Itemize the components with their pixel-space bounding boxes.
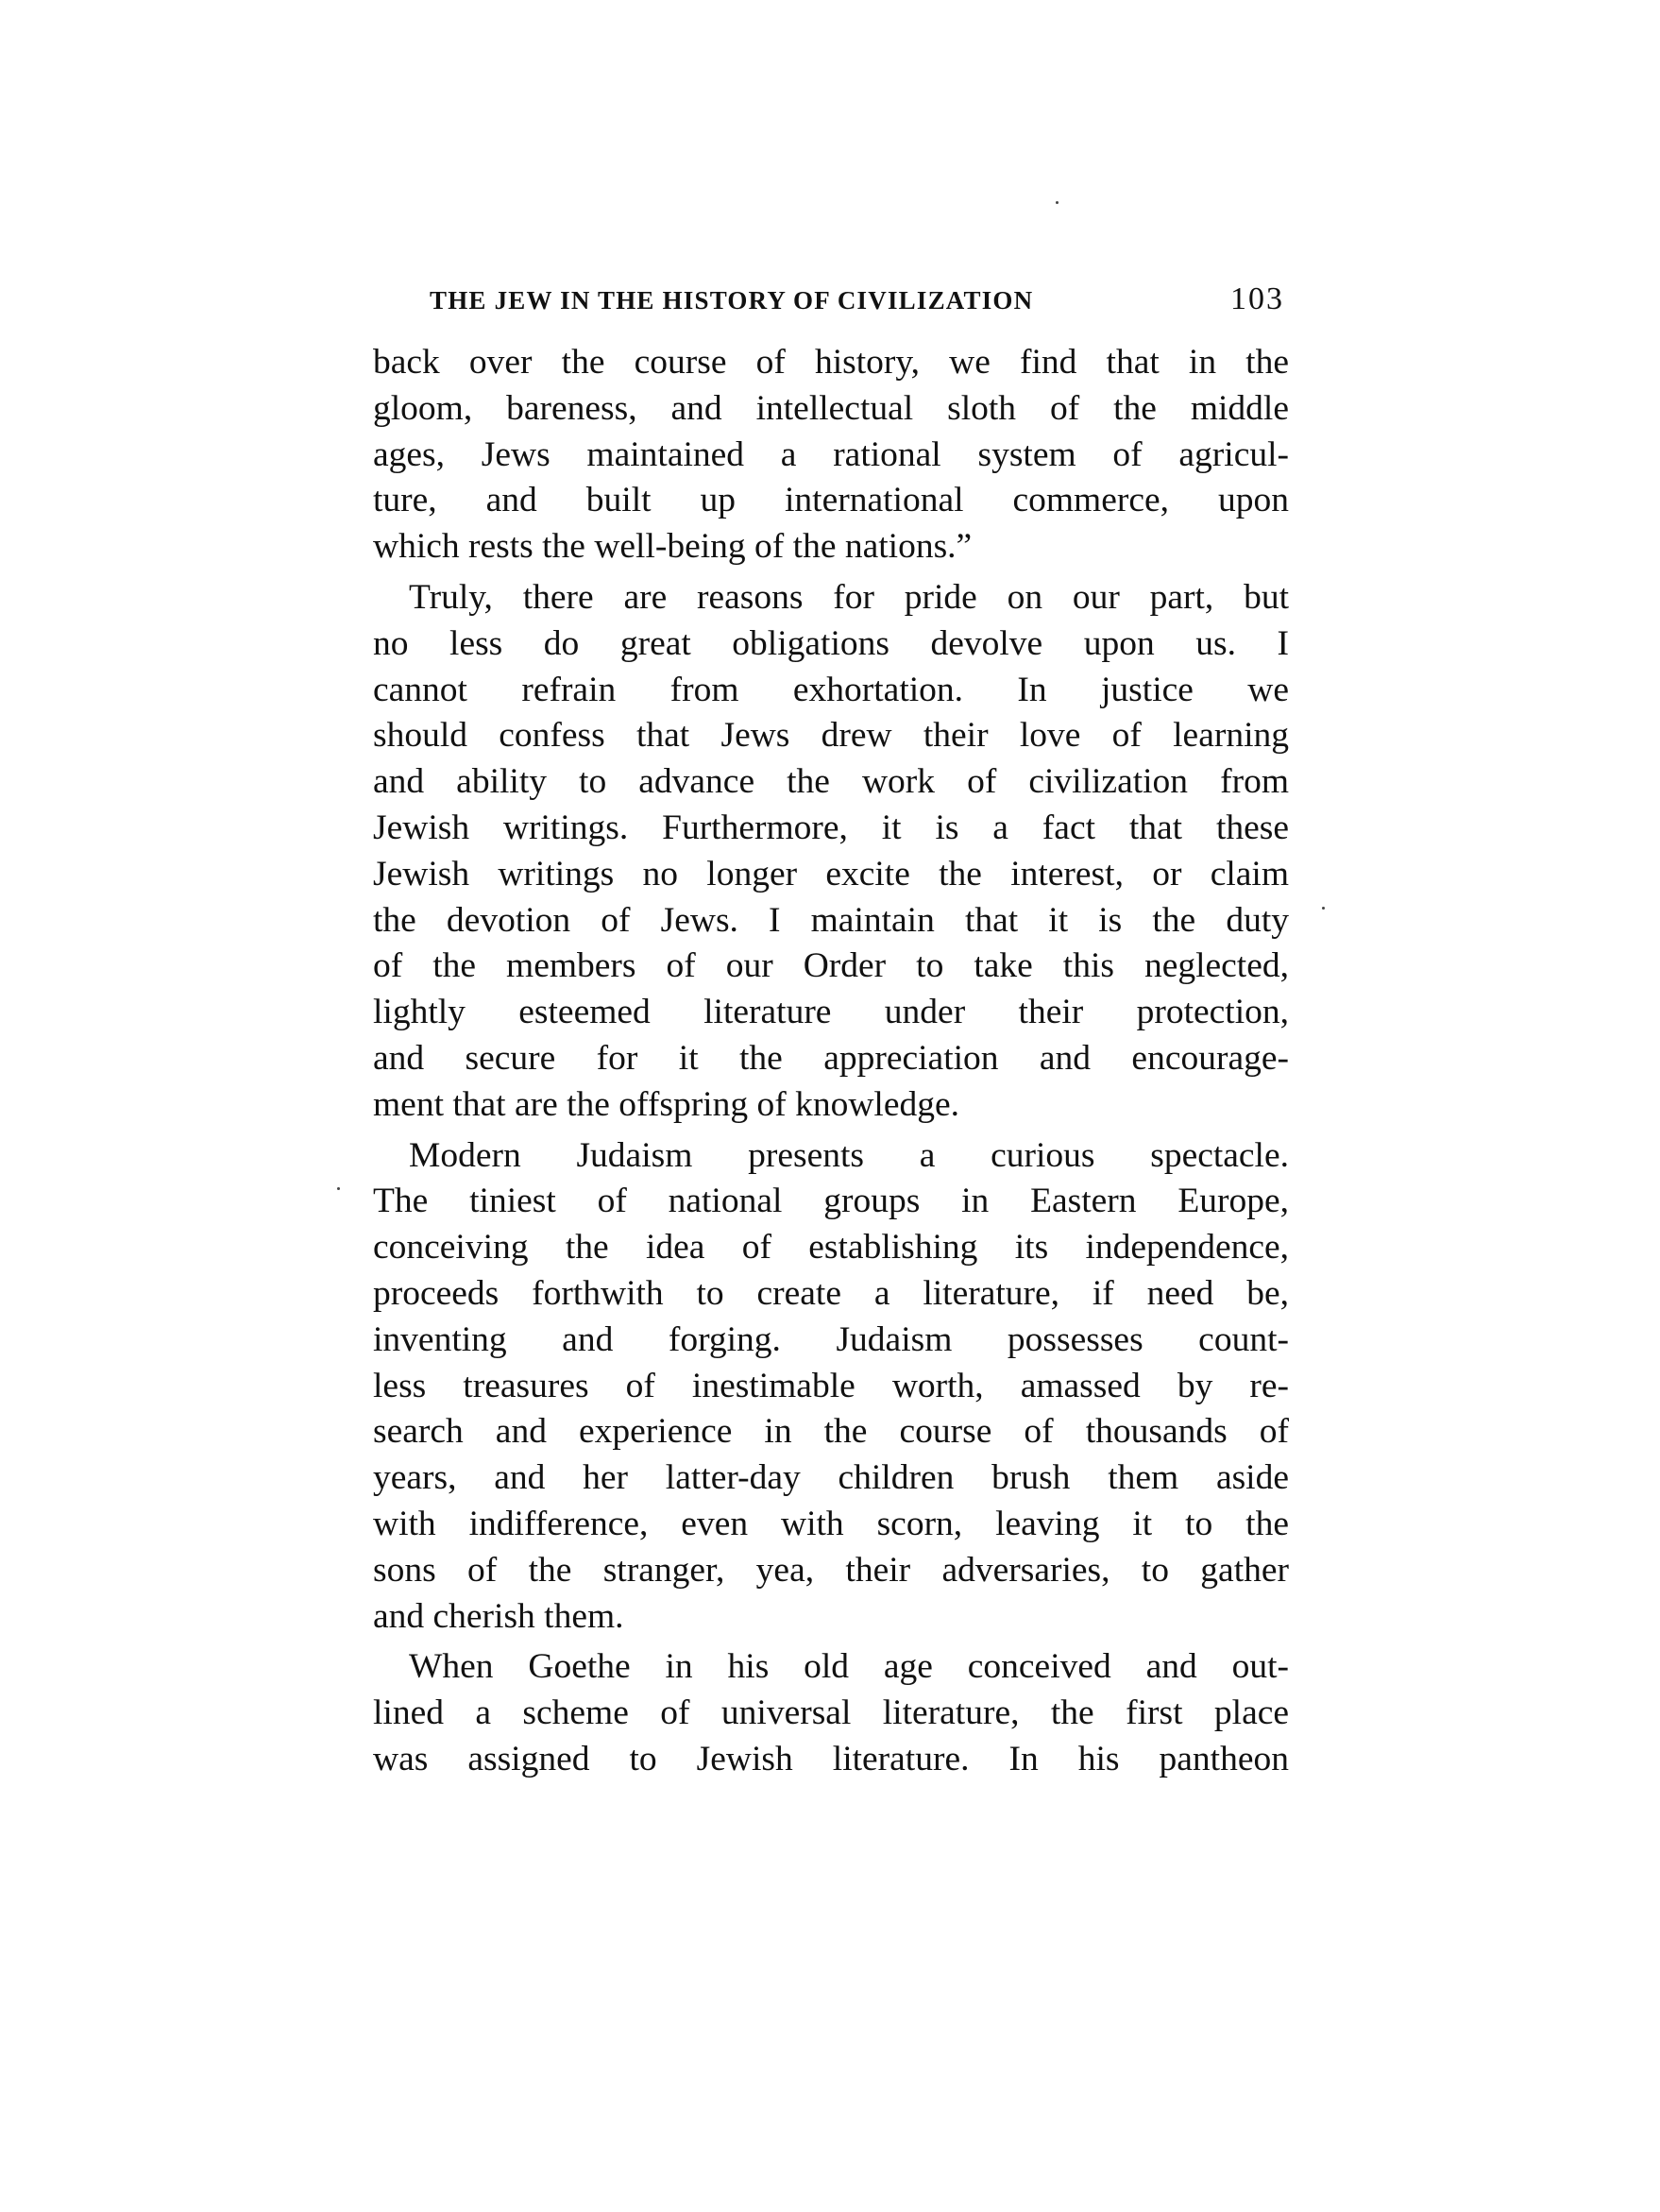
text-line: and ability to advance the work of civilization from <box>373 762 1289 802</box>
text-line: ages, Jews maintained a rational system of agricul- <box>373 434 1289 474</box>
text-line: ment that are the offspring of knowledge. <box>373 1084 960 1124</box>
text-line: years, and her latter-day children brush them aside <box>373 1458 1289 1498</box>
text-line: ture, and built up international commerce, upon <box>373 481 1289 520</box>
text-line: lightly esteemed literature under their protection, <box>373 993 1289 1032</box>
paragraph <box>373 340 1289 570</box>
text-line: less treasures of inestimable worth, amassed by re- <box>373 1366 1289 1405</box>
page-number: 103 <box>1230 281 1284 316</box>
text-line: with indifference, even with scorn, leaving it to the <box>373 1504 1289 1543</box>
text-line: no less do great obligations devolve upon us. I <box>373 623 1289 663</box>
text-line: should confess that Jews drew their love of learning <box>373 716 1289 756</box>
paragraph <box>373 1644 1289 1782</box>
text-line: back over the course of history, we find that in the <box>373 343 1289 382</box>
text-line: and cherish them. <box>373 1596 624 1636</box>
text-line: inventing and forging. Judaism possesses count- <box>373 1319 1289 1359</box>
text-line: proceeds forthwith to create a literature, if need be, <box>373 1273 1289 1313</box>
text-line: was assigned to Jewish literature. In his pantheon <box>373 1739 1289 1778</box>
scan-speck <box>337 1187 340 1190</box>
text-line: Modern Judaism presents a curious spectacle. <box>409 1135 1289 1175</box>
text-line: Jewish writings no longer excite the interest, or claim <box>373 854 1289 893</box>
text-line: search and experience in the course of thousands of <box>373 1412 1289 1452</box>
text-line: The tiniest of national groups in Eastern Europe, <box>373 1182 1289 1221</box>
running-title: THE JEW IN THE HISTORY OF CIVILIZATION <box>430 286 1034 315</box>
scan-speck <box>1322 907 1325 910</box>
text-line: Truly, there are reasons for pride on our part, but <box>409 577 1289 617</box>
scan-speck <box>1056 201 1059 204</box>
text-line: cannot refrain from exhortation. In justice we <box>373 670 1289 709</box>
running-head <box>430 281 1284 329</box>
text-line: which rests the well-being of the nations.” <box>373 527 973 567</box>
paragraph <box>373 1133 1289 1641</box>
text-line: the devotion of Jews. I maintain that it is the duty <box>373 900 1289 940</box>
text-line: of the members of our Order to take this neglected, <box>373 946 1289 986</box>
text-line: sons of the stranger, yea, their adversaries, to gather <box>373 1550 1289 1590</box>
text-line: gloom, bareness, and intellectual sloth of the middle <box>373 388 1289 428</box>
text-line: When Goethe in his old age conceived and out- <box>409 1647 1289 1687</box>
body-text <box>373 340 1289 1783</box>
text-line: and secure for it the appreciation and encourage- <box>373 1038 1289 1078</box>
text-line: lined a scheme of universal literature, the first place <box>373 1693 1289 1733</box>
text-line: Jewish writings. Furthermore, it is a fact that these <box>373 808 1289 847</box>
paragraph <box>373 575 1289 1129</box>
text-line: conceiving the idea of establishing its independence, <box>373 1228 1289 1268</box>
